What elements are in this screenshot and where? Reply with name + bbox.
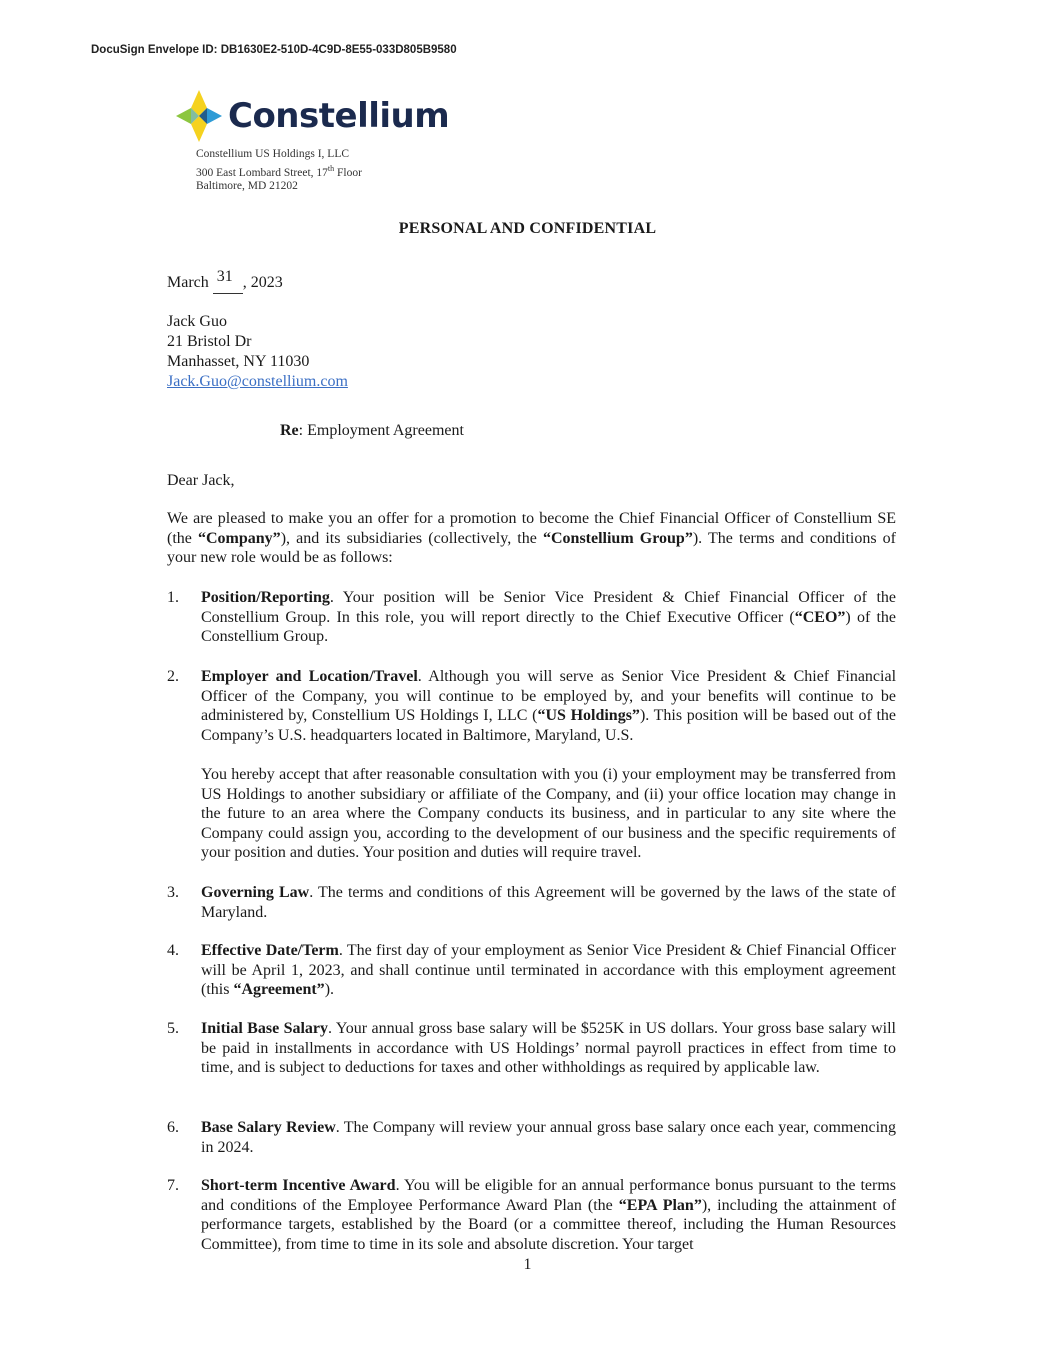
sender-street: 300 East Lombard Street, 17th Floor [196,163,362,179]
list-item: 2. Employer and Location/Travel. Although you will serve as Senior Vice President & Chief Financial Officer of the Company, you will continue to be employed by, and your benefits will continue to be administered by, Constellium US Holdings I, LLC (“US Holdings”). This position will be based out of the Company’s U.S. headquarters located in Baltimore, Maryland, U.S. [167,668,897,744]
list-item: 4. Effective Date/Term. The first day of your employment as Senior Vice President & Chief Financial Officer will be April 1, 2023, and shall continue until terminated in accordance with this employment agreement (this “Agreement”). [167,942,896,999]
logo-wordmark: Constellium [228,96,450,136]
recipient-email-link[interactable]: Jack.Guo@constellium.com [167,373,348,390]
list-item-subparagraph: You hereby accept that after reasonable consultation with you (i) your employment may be transferred from US Holdings to another subsidiary or affiliate of the Company, and (ii) your office location may change in the future to an area where the Company conducts its business, and in particular to any site where the Company could assign you, according to the development of our business and the specific requirements of your position and duties. Your position and duties will require travel. [201,766,896,862]
recipient-city: Manhasset, NY 11030 [167,353,310,370]
greeting: Dear Jack, [167,472,235,489]
letter-date: March 31 , 2023 [167,273,283,294]
list-item: 3. Governing Law. The terms and conditions of this Agreement will be governed by the laws of the state of Maryland. [167,884,896,921]
sender-city: Baltimore, MD 21202 [196,179,298,192]
list-item: 1. Position/Reporting. Your position will be Senior Vice President & Chief Financial Officer of the Constellium Group. In this role, you will report directly to the Chief Executive Officer (“CEO”) of the Constellium Group. [167,589,896,646]
list-item: 5. Initial Base Salary. Your annual gross base salary will be $525K in US dollars. Your gross base salary will be paid in installments in accordance with US Holdings’ normal payroll practices in effect from time to time, and is subject to deductions for taxes and other withholdings as required by applicable law. [167,1020,896,1077]
list-item: 6. Base Salary Review. The Company will review your annual gross base salary once each year, commencing in 2024. [167,1119,897,1156]
confidential-heading: PERSONAL AND CONFIDENTIAL [398,220,657,237]
recipient-street: 21 Bristol Dr [167,333,252,350]
recipient-block [167,312,348,392]
re-line: Re: Employment Agreement [280,422,464,439]
intro-paragraph: We are pleased to make you an offer for a promotion to become the Chief Financial Officer of Constellium SE (the “Company”), and its subsidiaries (collectively, the “Constellium Group”). The terms and conditions of your new role would be as follows: [167,510,897,567]
page-number: 1 [523,1256,532,1273]
date-day-field: 31 [213,273,243,294]
sender-company: Constellium US Holdings I, LLC [196,148,350,160]
list-item: 7. Short-term Incentive Award. You will be eligible for an annual performance bonus pursuant to the terms and conditions of the Employee Performance Award Plan (the “EPA Plan”), including the attainment of performance targets, established by the Board (or a committee thereof, including the Human Resources Committee), from time to time in its sole and absolute discretion. Your target [167,1177,897,1253]
constellium-star-logo-icon [176,90,222,142]
sender-address [196,148,362,193]
recipient-name: Jack Guo [167,313,227,330]
docusign-envelope-id: DocuSign Envelope ID: DB1630E2-510D-4C9D-8E55-033D805B9580 [91,44,457,56]
